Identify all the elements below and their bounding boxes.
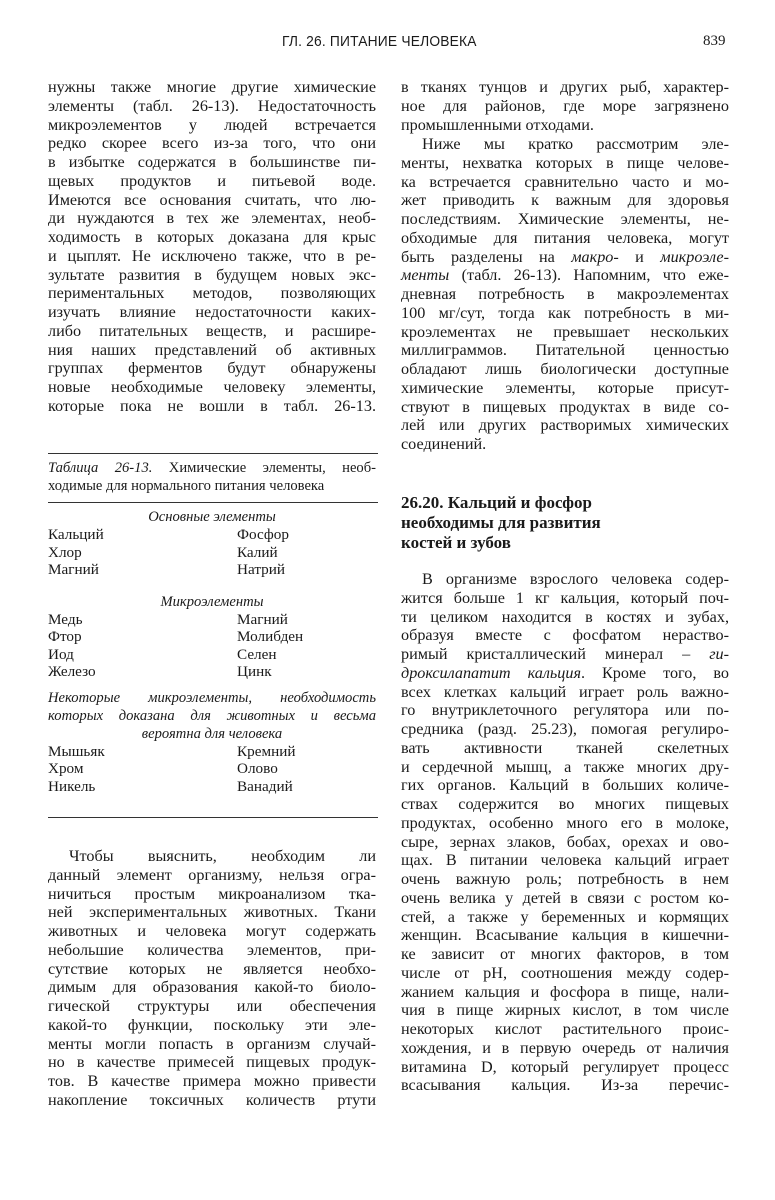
text-line: ствуют в пищевых продуктах в виде со- bbox=[401, 397, 729, 416]
text-line: какой-то функции, поскольку эти эле- bbox=[48, 1015, 376, 1034]
text-line: химические элементы, которые присут- bbox=[401, 378, 729, 397]
table-cell: Магний bbox=[48, 561, 99, 578]
table-caption-text: ходимые для нормального питания человека bbox=[48, 478, 325, 494]
text-line: В организме взрослого человека содер- bbox=[422, 570, 729, 588]
text-line: тов. В качестве примера можно привести bbox=[48, 1072, 376, 1090]
text-line: в избытке содержатся в большинстве пи- bbox=[48, 153, 376, 171]
text-line: женщин. Всасывание кальция в кишечни- bbox=[401, 926, 729, 945]
text-line: изучать влияние недостаточности каких- bbox=[48, 303, 376, 321]
text-line: лей или других растворимых химических bbox=[401, 416, 729, 435]
table-bottom-rule bbox=[48, 817, 378, 818]
table-cell: Железо bbox=[48, 663, 96, 680]
text-line: щах. В питании человека кальций играет bbox=[401, 851, 729, 870]
table-cell: Селен bbox=[237, 645, 277, 663]
italic-term: ги- bbox=[709, 645, 729, 663]
text-line: ничиться простым микроанализом тка- bbox=[48, 884, 376, 903]
table-row bbox=[48, 611, 376, 629]
text-line: в тканях тунцов и других рыб, характер- bbox=[401, 78, 729, 96]
text-line: дневная потребность в макроэлементах bbox=[401, 285, 729, 303]
text-line: хождения, и в первую очередь от наличия bbox=[401, 1038, 729, 1057]
italic-term: микроэле- bbox=[660, 247, 729, 266]
left-column-paragraph-1 bbox=[48, 78, 376, 416]
text-line: но в качестве примесей пищевых продук- bbox=[48, 1053, 376, 1072]
page-header bbox=[0, 33, 775, 55]
text-line: которых доказана для животных и весьма bbox=[48, 707, 376, 724]
text-line: и цыплят. Не исключено также, что в ре- bbox=[48, 246, 376, 265]
text-line: гих органов. Кальций в больших количе- bbox=[401, 776, 729, 795]
table-section-title bbox=[48, 689, 376, 743]
table-caption-text: Химические элементы, необ- bbox=[152, 460, 376, 476]
table-row bbox=[48, 526, 376, 544]
text-line: группах ферментов будут обнаружены bbox=[48, 359, 376, 378]
text-line: нужны также многие другие химические bbox=[48, 78, 376, 96]
text-line: кроэлементах не превышает нескольких bbox=[401, 322, 729, 341]
text-line: животных и человека могут содержать bbox=[48, 922, 376, 940]
table-cell: Магний bbox=[237, 610, 288, 628]
text-line: римый кристаллический минерал – ги- bbox=[401, 645, 729, 663]
text-line: вероятна для человека bbox=[141, 725, 283, 742]
text-line: микроэлементов у людей встречается bbox=[48, 115, 376, 134]
table-row bbox=[48, 743, 376, 761]
text-line: го внутриклеточного регулятора или по- bbox=[401, 701, 729, 720]
text-line: продуктах, особенно много его в молоке, bbox=[401, 813, 729, 832]
text-line: ния наших представлений об активных bbox=[48, 340, 376, 359]
table-row bbox=[48, 628, 376, 646]
text-line: либо питательных веществ, и расшире- bbox=[48, 321, 376, 340]
table-cell: Никель bbox=[48, 777, 96, 795]
text-line: промышленными отходами. bbox=[401, 115, 594, 134]
text-line: жет приводить к важным для здоровья bbox=[401, 191, 729, 210]
heading-line: костей и зубов bbox=[401, 533, 511, 552]
text-line: сыре, зернах злаков, бобах, орехах и ово- bbox=[401, 832, 729, 851]
text-line: небольшие количества элементов, при- bbox=[48, 940, 376, 959]
table-cell: Цинк bbox=[237, 663, 272, 680]
text-line: ти целиком находится в костях и зубах, bbox=[401, 607, 729, 626]
text-line: числе от pH, соотношения между содер- bbox=[401, 963, 729, 982]
text-line: Некоторые микроэлементы, необходимость bbox=[48, 689, 376, 706]
table-cell: Хром bbox=[48, 760, 84, 777]
text-line: ка встречается сравнительно часто и мо- bbox=[401, 172, 729, 191]
table-section-title: Микроэлементы bbox=[160, 593, 264, 610]
text-line: некоторых кислот растительного проис- bbox=[401, 1020, 729, 1038]
table-body bbox=[48, 508, 376, 795]
text-line: дроксилапатит кальция. Кроме того, во bbox=[401, 663, 730, 682]
text-line: и сердечной мышц, а также многих дру- bbox=[401, 757, 729, 776]
table-top-rule bbox=[48, 453, 378, 454]
text-line: новые необходимые человеку элементы, bbox=[48, 378, 376, 396]
text-line: которые пока не вошли в табл. 26-13. bbox=[48, 396, 376, 415]
right-column-paragraph-3 bbox=[401, 570, 729, 1095]
table-cell: Ванадий bbox=[237, 777, 293, 795]
table-cell: Иод bbox=[48, 645, 74, 663]
table-section-title: Основные элементы bbox=[148, 509, 276, 525]
table-cell: Мышьяк bbox=[48, 742, 105, 760]
text-line: вать активности тканей скелетных bbox=[401, 738, 729, 757]
text-line: 100 мг/сут, тогда как потребность в ми- bbox=[401, 303, 729, 322]
text-line: чия в пище жирных кислот, в том числе bbox=[401, 1001, 729, 1020]
table-cell: Хлор bbox=[48, 543, 82, 561]
heading-line: необходимы для развития bbox=[401, 513, 601, 532]
table-row bbox=[48, 544, 376, 562]
text-line: стей, а также у беременных и кормящих bbox=[401, 907, 729, 926]
text-line: очень важную роль; потребность в нем bbox=[401, 870, 729, 888]
text-line: димым для образования какой-то биоло- bbox=[48, 978, 376, 997]
text-line: последствиям. Химические элементы, не- bbox=[401, 210, 729, 228]
text-line: редко скорее всего из-за того, что они bbox=[48, 134, 376, 153]
text-line: Чтобы выяснить, необходим ли bbox=[69, 847, 376, 865]
text-line: очень велика у детей в связи с ростом ко- bbox=[401, 888, 729, 907]
text-line: ней экспериментальных животных. Ткани bbox=[48, 903, 376, 922]
text-line: ходимость в которых доказана для крыс bbox=[48, 228, 376, 246]
table-cell: Кремний bbox=[237, 742, 296, 760]
table-row bbox=[48, 561, 376, 579]
italic-term: дроксилапатит кальция bbox=[401, 663, 581, 682]
text-line: сутствие которых не является необхо- bbox=[48, 959, 376, 978]
text-line: всех клетках кальций играет роль важно- bbox=[401, 682, 729, 701]
table-cell: Кальций bbox=[48, 526, 104, 543]
table-caption-label: Таблица 26-13. bbox=[48, 460, 153, 476]
table-cell: Молибден bbox=[237, 628, 304, 645]
section-heading bbox=[401, 493, 731, 553]
text-line: зультате развития в будущем новых экс- bbox=[48, 265, 376, 284]
table-row bbox=[48, 663, 376, 681]
heading-line: 26.20. Кальций и фосфор bbox=[401, 493, 593, 512]
table-row bbox=[48, 760, 376, 778]
table-row bbox=[48, 778, 376, 796]
text-line: Ниже мы кратко рассмотрим эле- bbox=[422, 135, 729, 153]
text-line: ке зависит от многих факторов, в том bbox=[401, 945, 729, 963]
table-cell: Олово bbox=[237, 760, 278, 777]
text-line: средника (разд. 25.23), помогая регулиро- bbox=[401, 720, 729, 738]
table-caption bbox=[48, 459, 376, 495]
text-line: накопление токсичных количеств ртути bbox=[48, 1090, 376, 1109]
text-line: образуя вместе с фосфатом нераство- bbox=[401, 626, 729, 645]
text-line: соединений. bbox=[401, 435, 487, 453]
left-column-paragraph-2 bbox=[48, 847, 376, 1110]
italic-term: макро- bbox=[571, 247, 619, 266]
table-cell: Калий bbox=[237, 543, 278, 561]
table-header-rule bbox=[48, 502, 378, 503]
table-row bbox=[48, 646, 376, 664]
running-title: ГЛ. 26. ПИТАНИЕ ЧЕЛОВЕКА bbox=[282, 33, 477, 50]
right-column-paragraph-2 bbox=[401, 135, 729, 454]
right-column-paragraph-1 bbox=[401, 78, 729, 134]
table-cell: Натрий bbox=[237, 561, 285, 578]
table-cell: Фосфор bbox=[237, 526, 289, 543]
text-line: менты, нехватка которых в пище челове- bbox=[401, 153, 729, 172]
text-line: гической структуры или обеспечения bbox=[48, 997, 376, 1015]
text-line: Имеются все основания считать, что лю- bbox=[48, 190, 376, 209]
text-line: быть разделены на макро- и микроэле- bbox=[401, 247, 729, 266]
text-line: данный элемент организму, нельзя огра- bbox=[48, 865, 376, 884]
text-line: элементы (табл. 26-13). Недостаточность bbox=[48, 96, 376, 115]
table-cell: Медь bbox=[48, 610, 83, 628]
text-line: миллиграммов. Питательной ценностью bbox=[401, 341, 729, 360]
text-line: ди нуждаются в тех же элементах, необ- bbox=[48, 209, 376, 228]
text-line: ное для районов, где море загрязнено bbox=[401, 96, 729, 115]
table-cell: Фтор bbox=[48, 628, 82, 645]
text-line: обладают лишь биологически доступные bbox=[401, 360, 729, 378]
italic-term: менты bbox=[401, 266, 450, 285]
text-line: всасывания кальция. Из-за перечис- bbox=[401, 1076, 729, 1095]
text-line: менты (табл. 26-13). Напомним, что еже- bbox=[401, 266, 729, 285]
text-line: менты могли попасть в организм случай- bbox=[48, 1034, 376, 1053]
text-line: жится больше 1 кг кальция, который поч- bbox=[401, 588, 729, 607]
text-line: ствах содержится во многих пищевых bbox=[401, 795, 729, 813]
text-line: жанием кальция и фосфора в пище, нали- bbox=[401, 982, 729, 1001]
text-line: обходимые для питания человека, могут bbox=[401, 228, 729, 247]
text-line: периментальных методов, позволяющих bbox=[48, 284, 376, 303]
page-number: 839 bbox=[703, 33, 726, 49]
text-line: витамина D, который регулирует процесс bbox=[401, 1057, 729, 1076]
text-line: щевых продуктов и питьевой воде. bbox=[48, 171, 376, 190]
